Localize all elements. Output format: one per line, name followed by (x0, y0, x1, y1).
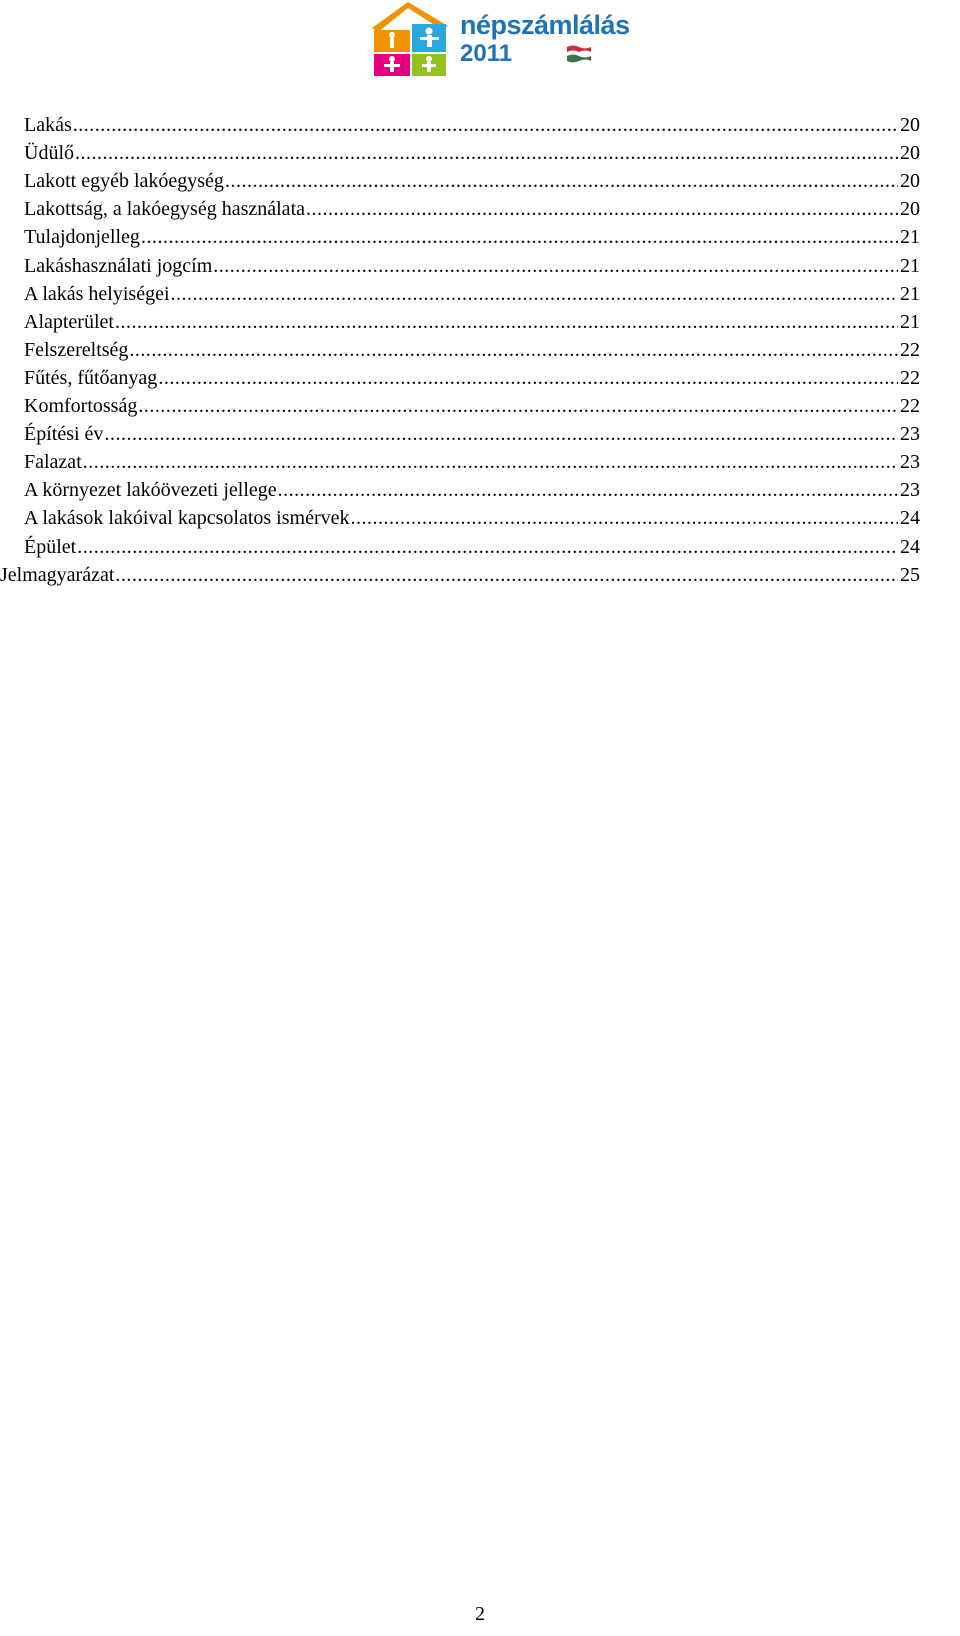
toc-entry[interactable] (24, 416, 920, 445)
toc-dot-leader (115, 564, 898, 586)
toc-dot-leader (225, 170, 898, 192)
toc-entry[interactable] (24, 500, 920, 529)
toc-entry[interactable] (24, 248, 920, 277)
toc-entry-page: 22 (900, 366, 920, 389)
toc-entry[interactable] (24, 276, 920, 305)
toc-entry-title: Tulajdonjelleg (24, 226, 140, 249)
toc-dot-leader (350, 507, 898, 529)
toc-entry-title: A lakások lakóival kapcsolatos ismérvek (24, 507, 350, 530)
toc-entry-page: 24 (900, 507, 920, 530)
toc-entry[interactable] (24, 107, 920, 136)
toc-entry-page: 24 (900, 535, 920, 558)
toc-dot-leader (171, 283, 898, 305)
toc-entry[interactable] (24, 444, 920, 473)
toc-entry[interactable] (24, 163, 920, 192)
toc-entry[interactable] (24, 360, 920, 389)
toc-dot-leader (129, 339, 898, 361)
page-number: 2 (475, 1603, 485, 1625)
toc-entry-page: 21 (900, 282, 920, 305)
toc-entry[interactable] (24, 135, 920, 164)
toc-entry-page: 22 (900, 395, 920, 417)
toc-entry-title: Jelmagyarázat (0, 563, 115, 586)
toc-entry[interactable] (24, 388, 920, 417)
toc-entry-title: Építési év (24, 423, 104, 446)
toc-entry-page: 20 (900, 170, 920, 193)
toc-entry[interactable] (24, 332, 920, 361)
toc-dot-leader (138, 395, 898, 417)
toc-dot-leader (104, 423, 898, 445)
toc-entry-title: Fűtés, fűtőanyag (24, 366, 158, 389)
toc-entry-page: 20 (900, 114, 920, 136)
toc-entry[interactable] (24, 219, 920, 248)
toc-dot-leader (73, 114, 898, 136)
toc-dot-leader (115, 311, 898, 333)
census-logo-mark-icon (368, 0, 454, 78)
toc-entry-title: Lakáshasználati jogcím (24, 254, 213, 277)
toc-entry-title: Alapterület (24, 310, 114, 333)
toc-entry-title: Falazat (24, 451, 82, 474)
toc-entry-page: 21 (900, 226, 920, 249)
toc-entry-page: 23 (900, 451, 920, 474)
toc-entry-page: 21 (900, 310, 920, 333)
toc-dot-leader (213, 255, 898, 277)
toc-dot-leader (306, 198, 898, 220)
toc-entry[interactable] (0, 557, 920, 586)
census-logo (368, 0, 630, 78)
toc-entry-title: Lakottság, a lakóegység használata (24, 198, 305, 221)
toc-entry-title: A környezet lakóövezeti jellege (24, 479, 277, 502)
toc-dot-leader (278, 479, 898, 501)
logo-title: népszámlálás (460, 10, 630, 40)
logo-year: 2011 (460, 40, 513, 67)
toc-entry-page: 20 (900, 198, 920, 221)
toc-entry-page: 20 (900, 142, 920, 165)
toc-dot-leader (83, 451, 898, 473)
toc-entry-page: 23 (900, 479, 920, 502)
toc-entry[interactable] (24, 472, 920, 501)
hungarian-flag-icon (566, 45, 592, 63)
toc-entry[interactable] (24, 304, 920, 333)
toc-entry-title: Lakott egyéb lakóegység (24, 170, 224, 193)
toc-entry-title: Felszereltség (24, 338, 129, 361)
toc-entry[interactable] (24, 529, 920, 558)
toc-entry-title: Lakás (24, 114, 72, 136)
toc-dot-leader (158, 367, 898, 389)
toc-entry[interactable] (24, 191, 920, 220)
toc-entry-page: 22 (900, 338, 920, 361)
toc-entry-title: Épület (24, 535, 77, 558)
toc-dot-leader (75, 142, 898, 164)
toc-entry-title: Üdülő (24, 142, 74, 165)
toc-dot-leader (77, 536, 898, 558)
toc-entry-title: A lakás helyiségei (24, 282, 170, 305)
toc-entry-page: 23 (900, 423, 920, 446)
toc-entry-page: 25 (900, 563, 920, 586)
toc-entry-title: Komfortosság (24, 395, 138, 417)
toc-entry-page: 21 (900, 254, 920, 277)
toc-dot-leader (141, 226, 898, 248)
